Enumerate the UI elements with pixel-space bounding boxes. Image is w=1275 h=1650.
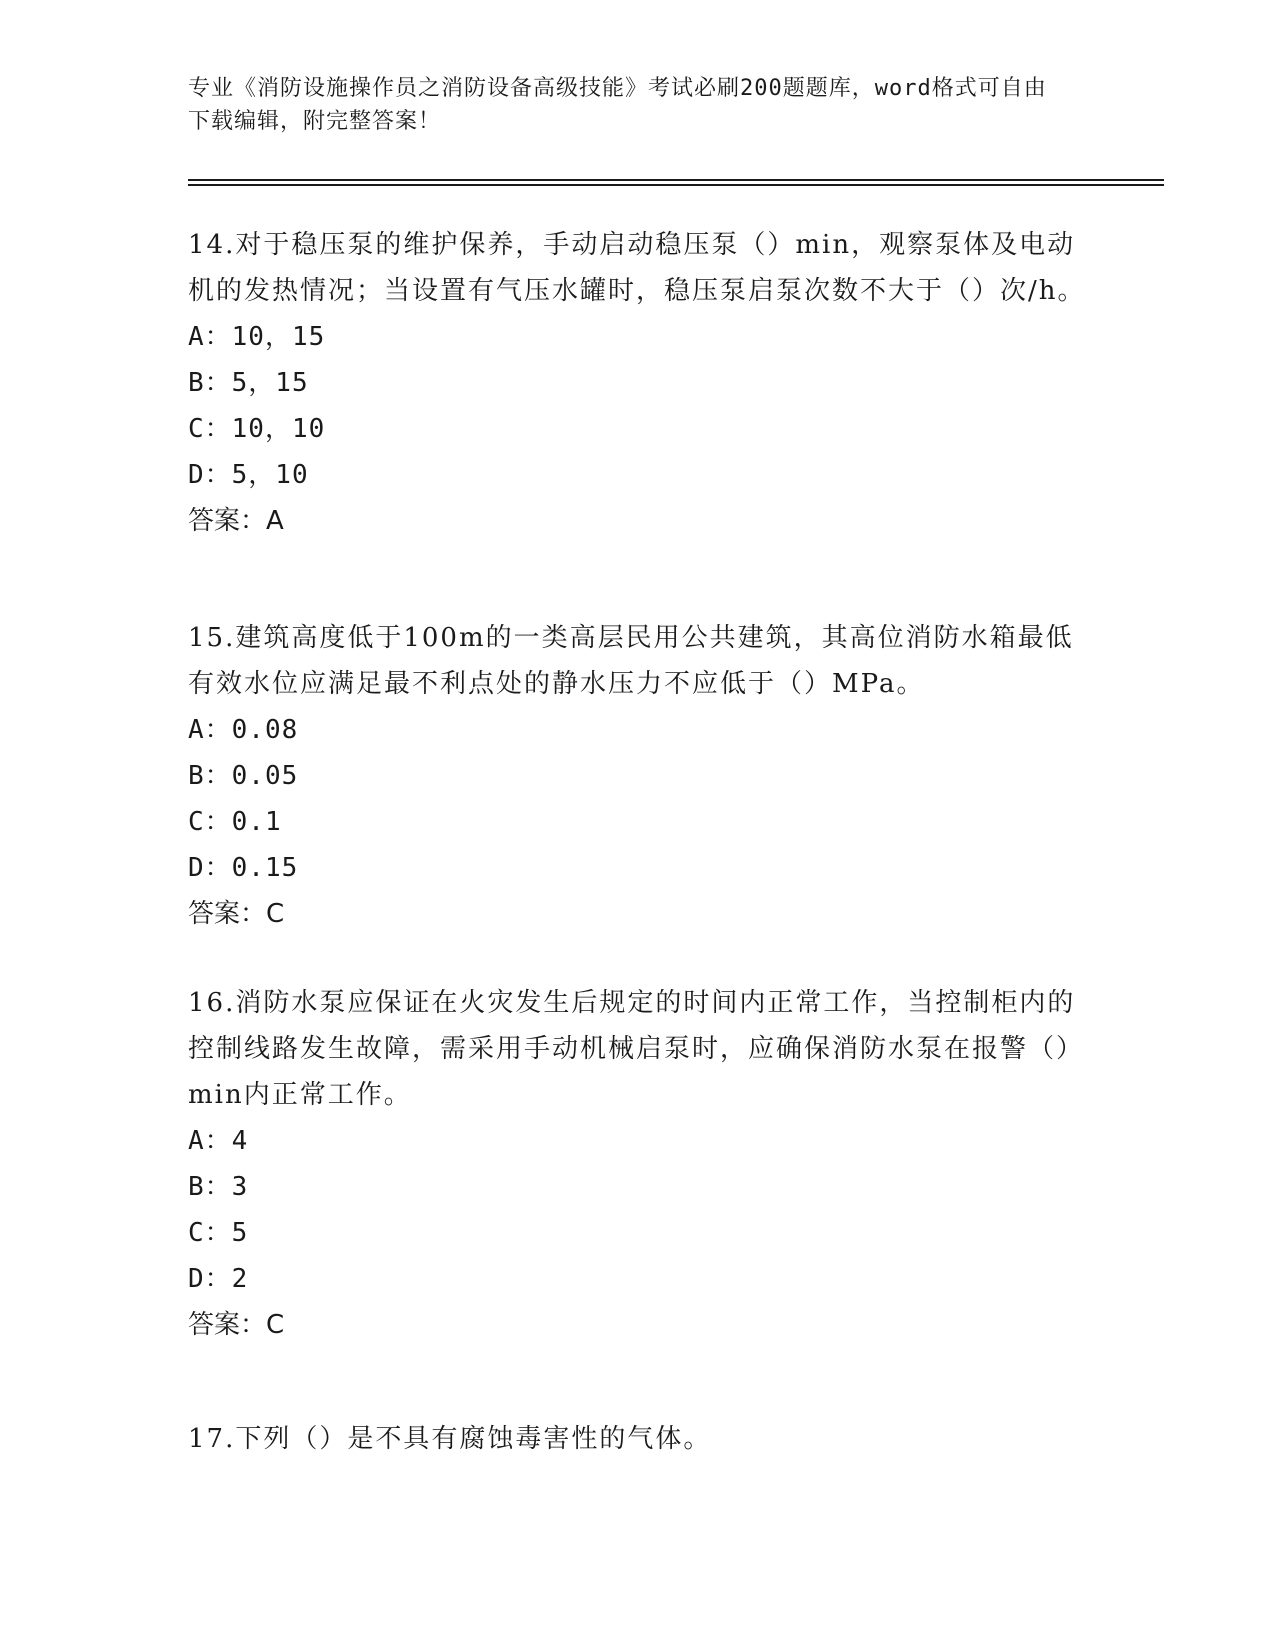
header-divider-top xyxy=(188,179,1164,181)
option-d: D：0.15 xyxy=(188,853,299,883)
option-b: B：0.05 xyxy=(188,761,299,791)
option-c: C：0.1 xyxy=(188,807,282,837)
answer: 答案：C xyxy=(188,1310,285,1340)
option-d: D：5，10 xyxy=(188,460,309,490)
question-text: 14.对于稳压泵的维护保养，手动启动稳压泵（）min，观察泵体及电动机的发热情况；当设置有气压水罐时，稳压泵启泵次数不大于（）次/h。 xyxy=(188,230,1086,306)
question-text: 16.消防水泵应保证在火灾发生后规定的时间内正常工作，当控制柜内的控制线路发生故障，需采用手动机械启泵时，应确保消防水泵在报警（）min内正常工作。 xyxy=(188,988,1085,1110)
question-text: 15.建筑高度低于100m的一类高层民用公共建筑，其高位消防水箱最低有效水位应满足最不利点处的静水压力不应低于（）MPa。 xyxy=(188,623,1074,699)
option-b: B：3 xyxy=(188,1172,249,1202)
question-text: 17.下列（）是不具有腐蚀毒害性的气体。 xyxy=(188,1424,712,1454)
option-a: A：0.08 xyxy=(188,715,299,745)
header-title: 专业《消防设施操作员之消防设备高级技能》考试必刷200题题库，word格式可自由下载编辑，附完整答案！ xyxy=(188,76,1047,134)
answer: 答案：C xyxy=(188,899,285,929)
question-17 xyxy=(188,1416,1088,1462)
document-header xyxy=(188,72,1068,138)
option-a: A：10，15 xyxy=(188,322,326,352)
option-d: D：2 xyxy=(188,1264,249,1294)
question-14 xyxy=(188,222,1088,544)
option-c: C：10，10 xyxy=(188,414,326,444)
question-16 xyxy=(188,980,1088,1348)
option-a: A：4 xyxy=(188,1126,249,1156)
answer: 答案：A xyxy=(188,506,284,536)
header-divider-bottom xyxy=(188,184,1164,186)
question-15 xyxy=(188,615,1088,937)
option-c: C：5 xyxy=(188,1218,249,1248)
option-b: B：5，15 xyxy=(188,368,309,398)
